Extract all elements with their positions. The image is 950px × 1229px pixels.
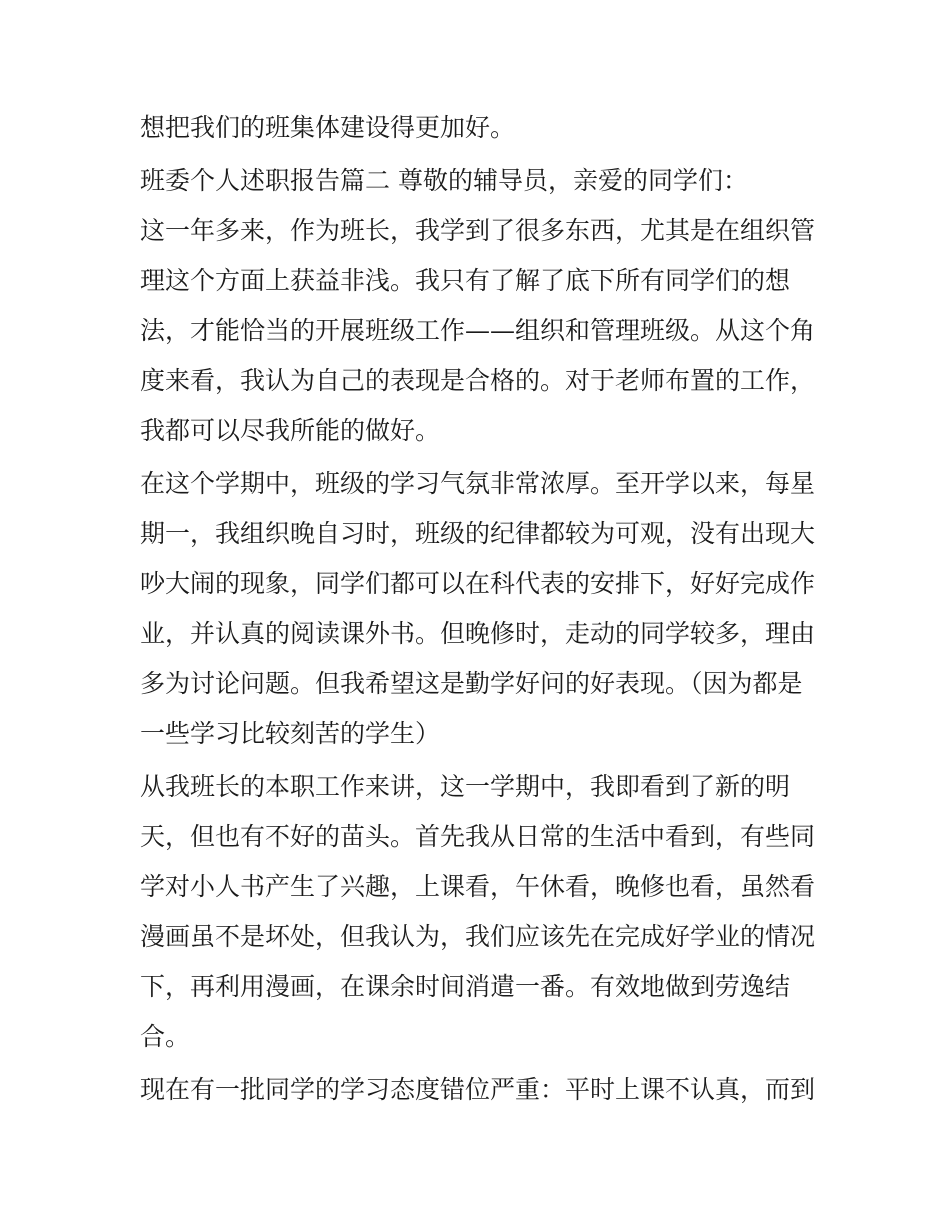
text-line: 下，再利用漫画，在课余时间消遣一番。有效地做到劳逸结 — [140, 972, 791, 1001]
text-line: 度来看，我认为自己的表现是合格的。对于老师布置的工作， — [140, 366, 816, 395]
text-line: 想把我们的班集体建设得更加好。 — [140, 113, 516, 142]
text-line: 在这个学期中，班级的学习气氛非常浓厚。至开学以来，每星 — [140, 469, 816, 498]
text-line: 多为讨论问题。但我希望这是勤学好问的好表现。（因为都是 — [140, 669, 803, 698]
text-line: 现在有一批同学的学习态度错位严重：平时上课不认真，而到 — [140, 1075, 816, 1104]
text-line: 期一，我组织晚自习时，班级的纪律都较为可观，没有出现大 — [140, 519, 816, 548]
text-line: 一些学习比较刻苦的学生） — [140, 719, 441, 748]
text-line: 这一年多来，作为班长，我学到了很多东西，尤其是在组织管 — [140, 216, 816, 245]
text-line: 法，才能恰当的开展班级工作——组织和管理班级。从这个角 — [140, 316, 816, 345]
text-line: 天，但也有不好的苗头。首先我从日常的生活中看到，有些同 — [140, 822, 816, 851]
text-line: 合。 — [140, 1022, 191, 1051]
text-line: 班委个人述职报告篇二 尊敬的辅导员，亲爱的同学们： — [140, 166, 748, 195]
text-line: 吵大闹的现象，同学们都可以在科代表的安排下，好好完成作 — [140, 569, 816, 598]
text-line: 理这个方面上获益非浅。我只有了解了底下所有同学们的想 — [140, 266, 791, 295]
text-line: 我都可以尽我所能的做好。 — [140, 416, 441, 445]
text-line: 漫画虽不是坏处，但我认为，我们应该先在完成好学业的情况 — [140, 922, 816, 951]
text-line: 从我班长的本职工作来讲，这一学期中，我即看到了新的明 — [140, 772, 791, 801]
text-line: 学对小人书产生了兴趣，上课看，午休看，晚修也看，虽然看 — [140, 872, 816, 901]
text-line: 业，并认真的阅读课外书。但晚修时，走动的同学较多，理由 — [140, 619, 816, 648]
